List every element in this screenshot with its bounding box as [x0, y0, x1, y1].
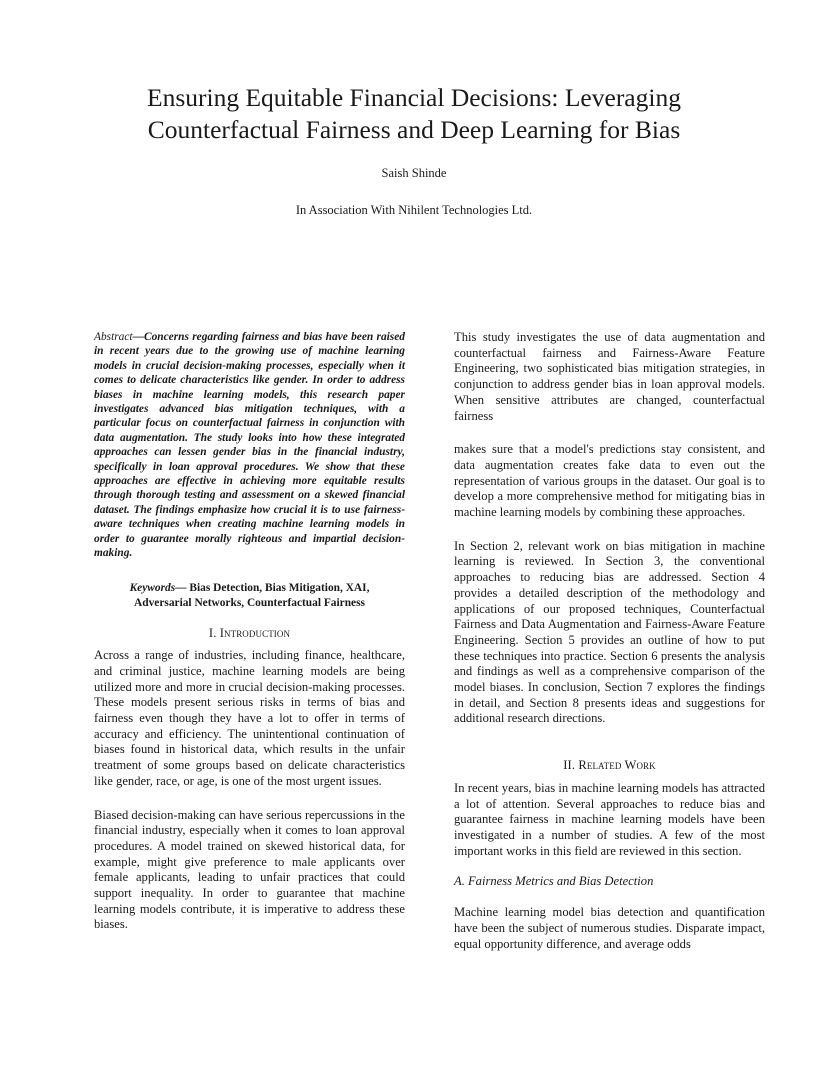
intro-paragraph-1: Across a range of industries, including finance, healthcare, and criminal justice, machine learning models are being utilized more and more in crucial decision-making processes. These models present serious risks in terms of bias and fairness even though they have a lot to offer in terms of accuracy and efficiency. The unintentional continuation of biases found in historical data, which results in the unfair treatment of some groups based on delicate characteristics like gender, race, or age, is one of the most urgent issues.	[94, 648, 405, 788]
section-title: Related Work	[578, 758, 656, 773]
section-number: II.	[563, 758, 576, 773]
body-paragraph-2: makes sure that a model's predictions stay consistent, and data augmentation creates fake data to even out the representation of various groups in the dataset. Our goal is to develop a more comprehensive method for mitigating bias in machine learning models by combining these approaches.	[454, 442, 765, 520]
body-paragraph-1: This study investigates the use of data augmentation and counterfactual fairness and Fairness-Aware Feature Engineering, two sophisticated bias mitigation strategies, in conjunction to address gender bias in loan approval models. When sensitive attributes are changed, counterfactual fairness	[454, 330, 765, 423]
left-column	[94, 330, 405, 933]
keywords-text: Bias Detection, Bias Mitigation, XAI, Adversarial Networks, Counterfactual Fairness	[134, 581, 370, 609]
section-heading-related-work	[454, 758, 765, 774]
related-work-paragraph: In recent years, bias in machine learning models has attracted a lot of attention. Several approaches to reduce bias and guarantee fairness in machine learning models have been investigated in a number of studies. A few of the most important works in this field are reviewed in this section.	[454, 780, 765, 858]
paper-title	[60, 82, 768, 146]
keywords	[94, 581, 405, 611]
title-line-1: Ensuring Equitable Financial Decisions: Leveraging	[147, 83, 681, 112]
author-name: Saish Shinde	[381, 166, 447, 180]
keywords-label: Keywords	[129, 581, 176, 594]
abstract-label: Abstract	[94, 331, 133, 343]
body-paragraph-3: In Section 2, relevant work on bias mitigation in machine learning is reviewed. In Section 3, the conventional approaches to reducing bias are addressed. Section 4 provides a detailed description of the methodology and applications of our proposed techniques, Counterfactual Fairness and Data Augmentation and Fairness-Aware Feature Engineering. Section 5 provides an outline of how to put these techniques into practice. Section 6 presents the analysis and findings as well as a comprehensive comparison of the model biases. In conclusion, Section 7 explores the findings in detail, and Section 8 presents ideas and suggestions for additional research directions.	[454, 538, 765, 726]
right-column	[454, 330, 765, 952]
author-affiliation: In Association With Nihilent Technologies Ltd.	[295, 203, 533, 217]
title-line-2: Counterfactual Fairness and Deep Learning for Bias	[147, 115, 681, 144]
abstract-text: Concerns regarding fairness and bias have been raised in recent years due to the growing use of machine learning models in crucial decision-making processes, especially when it comes to delicate characteristics like gender. In order to address biases in machine learning models, this research paper investigates advanced bias mitigation techniques, with a particular focus on counterfactual fairness in conjunction with data augmentation. The study looks into how these integrated approaches can lessen gender bias in the financial industry, specifically in loan approval procedures. We show that these approaches are effective in achieving more equitable results through thorough testing and assessment on a skewed financial dataset. The findings emphasize how crucial it is to use fairness-aware techniques when creating machine learning models in order to guarantee morally righteous and impartial decision-making.	[94, 331, 405, 560]
abstract-dash: —	[132, 331, 144, 343]
section-number: I.	[208, 625, 217, 640]
abstract	[94, 330, 405, 561]
section-title: Introduction	[219, 625, 291, 640]
section-heading-introduction	[94, 626, 405, 642]
keywords-dash: —	[175, 581, 187, 594]
subsection-heading-fairness-metrics: A. Fairness Metrics and Bias Detection	[454, 874, 654, 889]
intro-paragraph-2: Biased decision-making can have serious repercussions in the financial industry, especially when it comes to loan approval procedures. A model trained on skewed historical data, for example, might give preference to male applicants over female applicants, leading to unfair practices that could support inequality. In order to guarantee that machine learning models contribute, it is imperative to address these biases.	[94, 807, 405, 932]
fairness-metrics-paragraph: Machine learning model bias detection and quantification have been the subject of numerous studies. Disparate impact, equal opportunity difference, and average odds	[454, 905, 765, 951]
